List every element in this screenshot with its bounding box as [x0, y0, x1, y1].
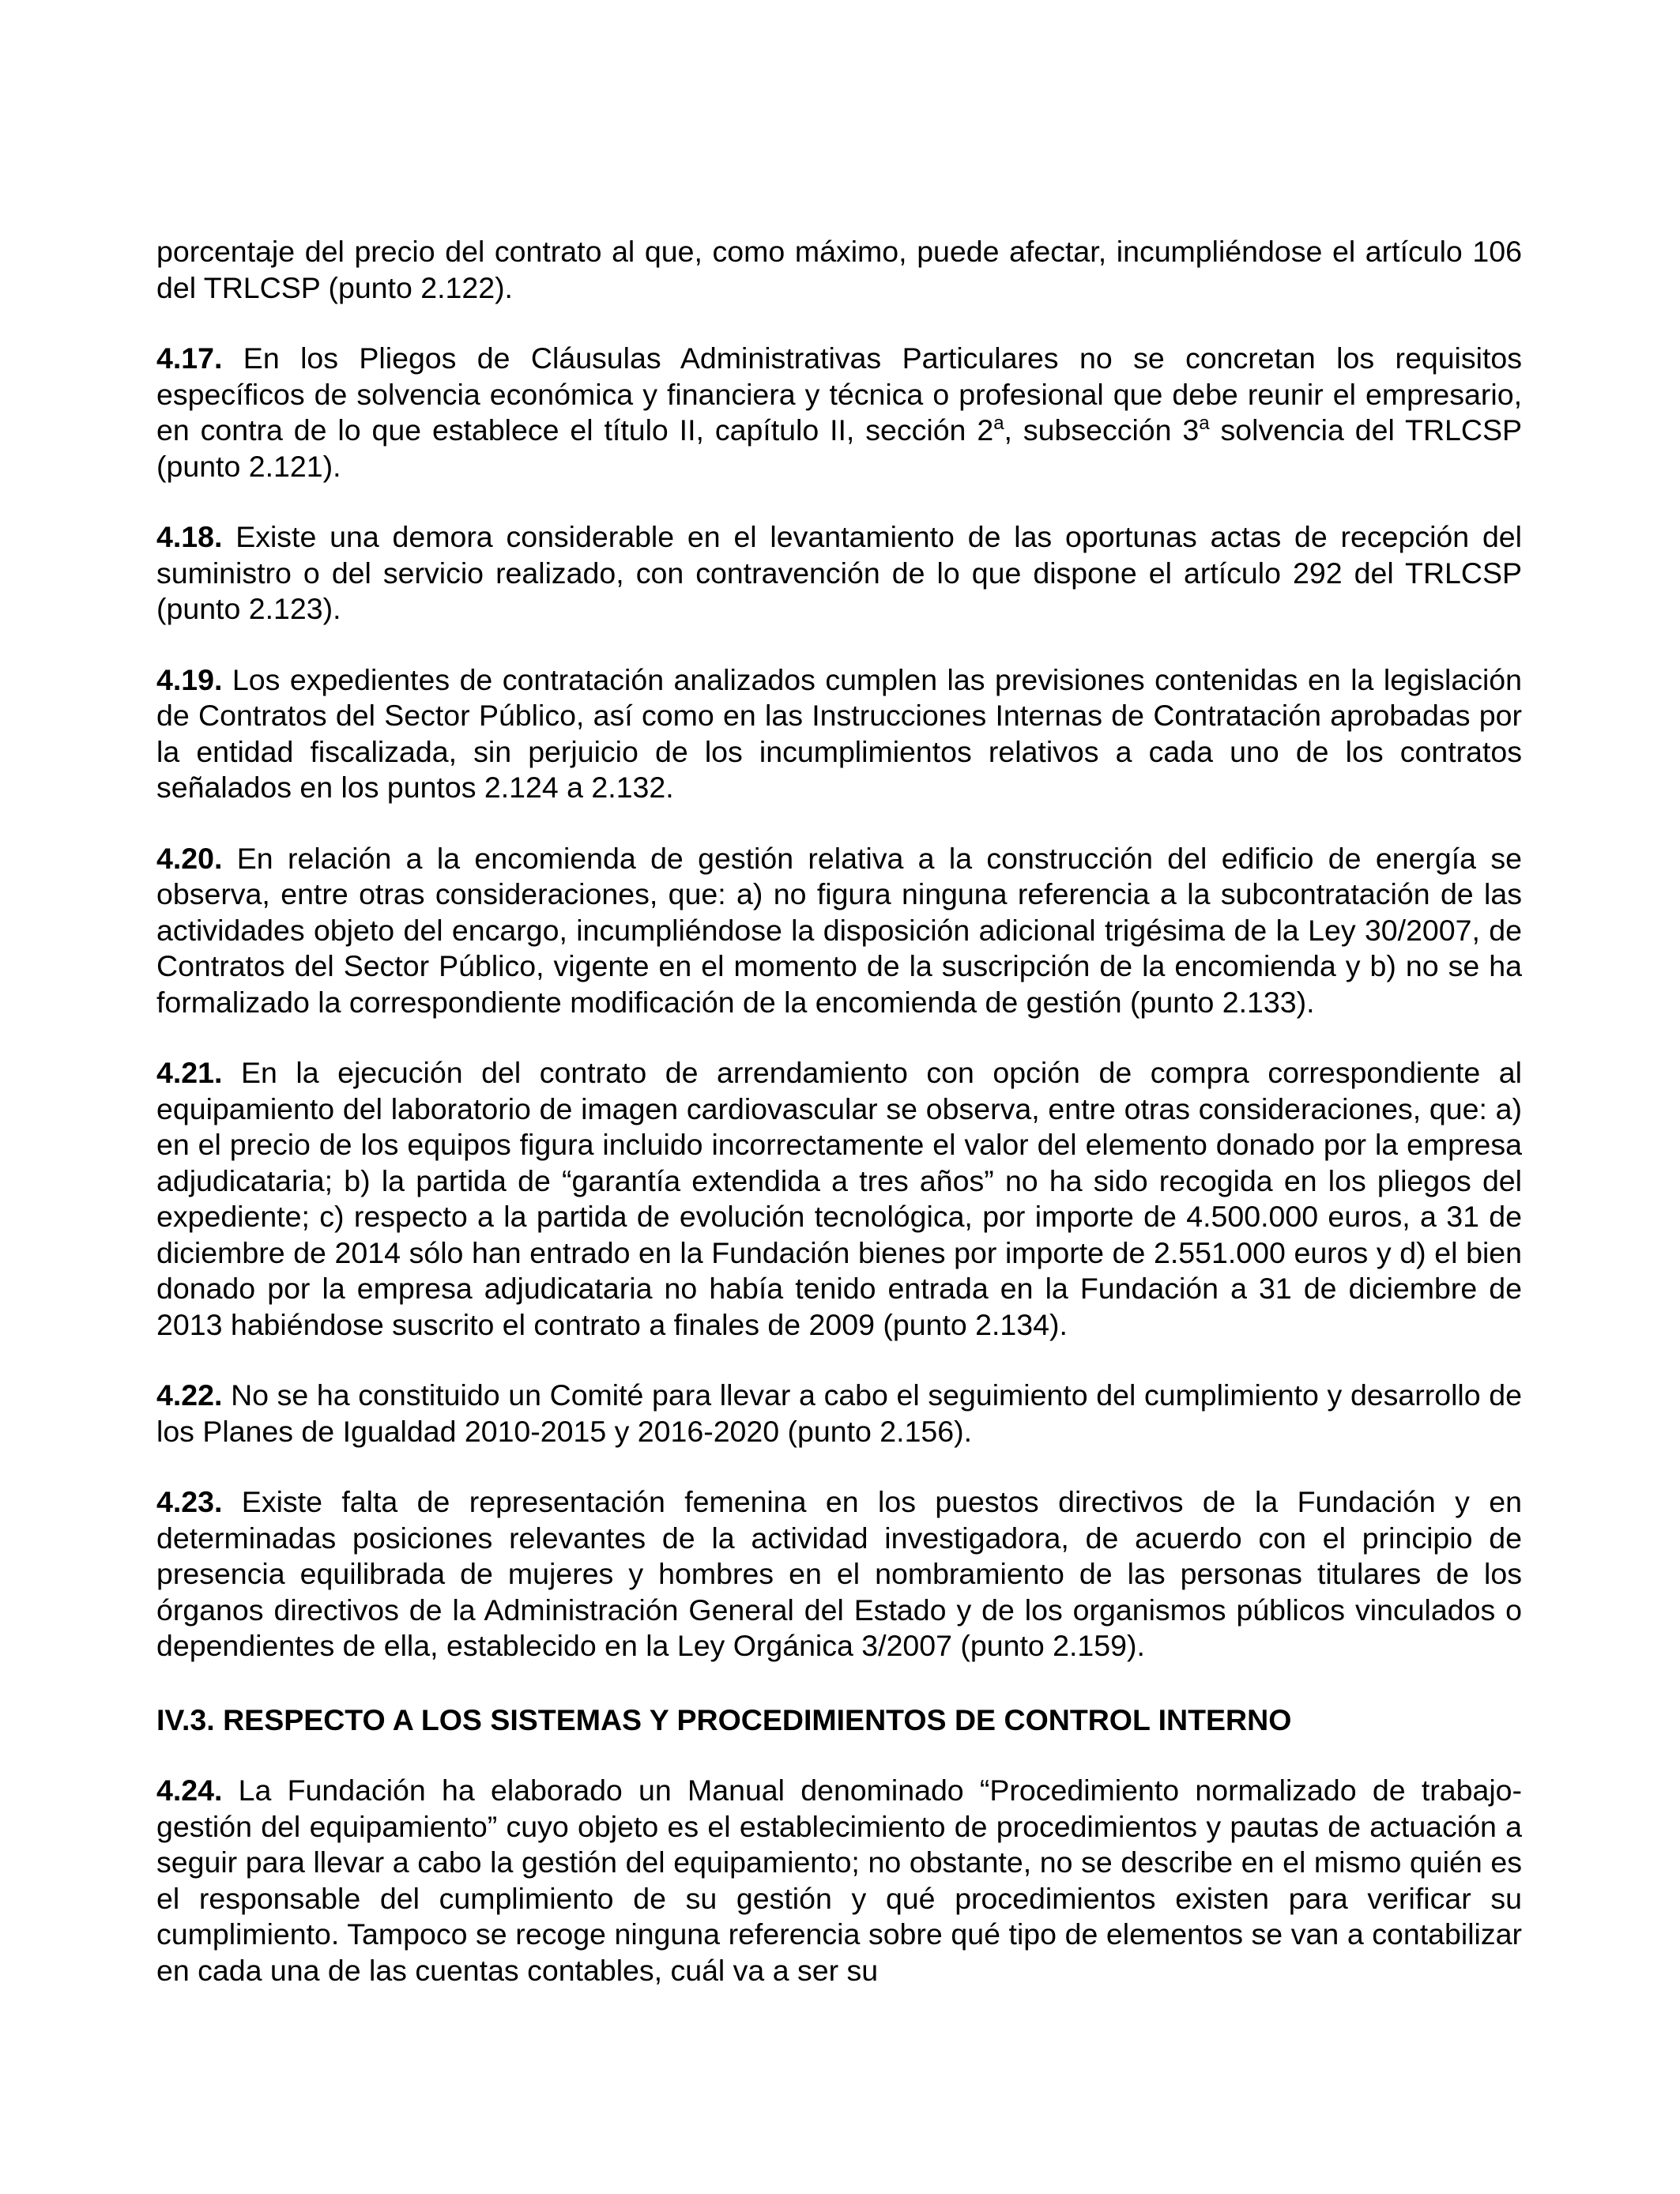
- paragraph-text: La Fundación ha elaborado un Manual denominado “Procedimiento normalizado de trabajo-gestión del equipamiento” cuyo objeto es el establecimiento de procedimientos y pautas de actuación a seguir para llevar a cabo la gestión del equipamiento; no obstante, no se describe en el mismo quién es el responsable del cumplimiento de su gestión y qué procedimientos existen para verificar su cumplimiento. Tampoco se recoge ninguna referencia sobre qué tipo de elementos se van a contabilizar en cada una de las cuentas contables, cuál va a ser su: [156, 1774, 1522, 1987]
- section-heading: IV.3. RESPECTO A LOS SISTEMAS Y PROCEDIMIENTOS DE CONTROL INTERNO: [156, 1702, 1292, 1736]
- paragraph-4-24: [156, 1773, 1522, 1989]
- paragraph-4-22: [156, 1378, 1522, 1449]
- paragraph-4-20: [156, 841, 1522, 1021]
- paragraph-continuation: porcentaje del precio del contrato al que, como máximo, puede afectar, incumpliéndose el artículo 106 del TRLCSP (punto 2.122).: [156, 235, 1522, 304]
- ordinal-superscript: a: [1199, 413, 1210, 434]
- paragraph-number: 4.24.: [156, 1774, 223, 1807]
- paragraph-number: 4.18.: [156, 520, 223, 553]
- paragraph-number: 4.20.: [156, 841, 223, 875]
- paragraph-number: 4.22.: [156, 1378, 223, 1412]
- paragraph-4-23: [156, 1484, 1522, 1664]
- paragraph-text: solvencia del TRLCSP (punto 2.121).: [156, 413, 1522, 483]
- paragraph-number: 4.19.: [156, 662, 223, 696]
- paragraph-text: No se ha constituido un Comité para llevar a cabo el seguimiento del cumplimiento y desarrollo de los Planes de Igualdad 2010-2015 y 2016-2020 (punto 2.156).: [156, 1378, 1522, 1448]
- paragraph-text: En relación a la encomienda de gestión relativa a la construcción del edificio de energía se observa, entre otras consideraciones, que: a) no figura ninguna referencia a la subcontratación de las actividades objeto del encargo, incumpliéndose la disposición adicional trigésima de la Ley 30/2007, de Contratos del Sector Público, vigente en el momento de la suscripción de la encomienda y b) no se ha formalizado la correspondiente modificación de la encomienda de gestión (punto 2.133).: [156, 841, 1522, 1019]
- paragraph-text: Los expedientes de contratación analizados cumplen las previsiones contenidas en la legislación de Contratos del Sector Público, así como en las Instrucciones Internas de Contratación aprobadas por la entidad fiscalizada, sin perjuicio de los incumplimientos relativos a cada uno de los contratos señalados en los puntos 2.124 a 2.132.: [156, 662, 1522, 804]
- paragraph-4-21: [156, 1055, 1522, 1343]
- paragraph-text: Existe falta de representación femenina en los puestos directivos de la Fundación y en determinadas posiciones relevantes de la actividad investigadora, de acuerdo con el principio de presencia equilibrada de mujeres y hombres en el nombramiento de las personas titulares de los órganos directivos de la Administración General del Estado y de los organismos públicos vinculados o dependientes de ella, establecido en la Ley Orgánica 3/2007 (punto 2.159).: [156, 1485, 1522, 1662]
- paragraph-text: , subsección 3: [1004, 413, 1200, 447]
- paragraph-4-17: [156, 341, 1522, 484]
- paragraph-number: 4.17.: [156, 341, 223, 375]
- document-page: [156, 234, 1522, 1989]
- paragraph-text: Existe una demora considerable en el levantamiento de las oportunas actas de recepción del suministro o del servicio realizado, con contravención de lo que dispone el artículo 292 del TRLCSP (punto 2.123).: [156, 520, 1522, 625]
- ordinal-superscript: a: [993, 413, 1004, 434]
- paragraph-text: En la ejecución del contrato de arrendamiento con opción de compra correspondiente al equipamiento del laboratorio de imagen cardiovascular se observa, entre otras consideraciones, que: a) en el precio de los equipos figura incluido incorrectamente el valor del elemento donado por la empresa adjudicataria; b) la partida de “garantía extendida a tres años” no ha sido recogida en los pliegos del expediente; c) respecto a la partida de evolución tecnológica, por importe de 4.500.000 euros, a 31 de diciembre de 2014 sólo han entrado en la Fundación bienes por importe de 2.551.000 euros y d) el bien donado por la empresa adjudicataria no había tenido entrada en la Fundación a 31 de diciembre de 2013 habiéndose suscrito el contrato a finales de 2009 (punto 2.134).: [156, 1056, 1522, 1341]
- paragraph-4-18: [156, 519, 1522, 628]
- paragraph-number: 4.23.: [156, 1485, 223, 1518]
- paragraph-number: 4.21.: [156, 1056, 223, 1089]
- paragraph-4-19: [156, 662, 1522, 806]
- paragraph-text: En los Pliegos de Cláusulas Administrativas Particulares no se concretan los requisitos específicos de solvencia económica y financiera y técnica o profesional que debe reunir el empresario, en contra de lo que establece el título II, capítulo II, sección 2: [156, 341, 1522, 447]
